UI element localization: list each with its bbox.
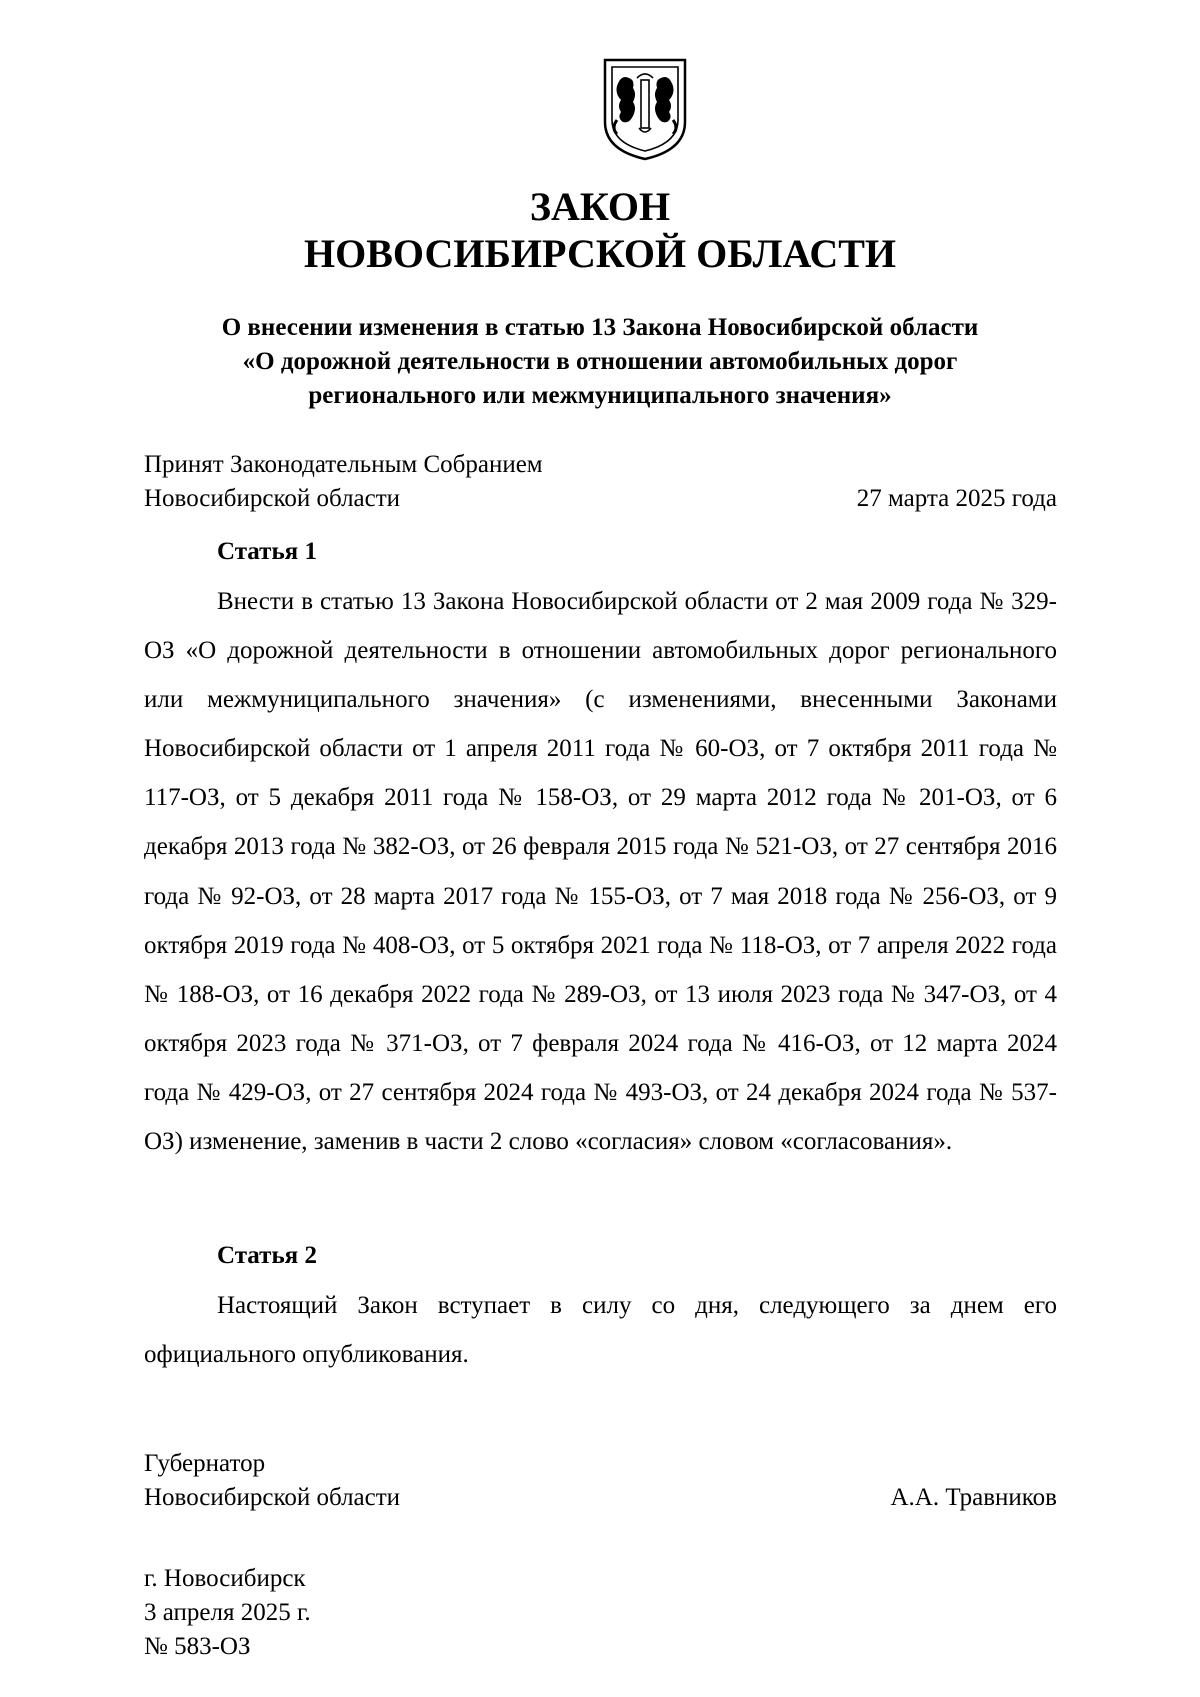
adoption-date: 27 марта 2025 года xyxy=(856,485,1057,512)
adoption-line: Принят Законодательным Собранием xyxy=(144,451,543,478)
law-subtitle xyxy=(150,311,1050,413)
adoption-authority xyxy=(144,448,543,516)
signatory-line: Губернатор xyxy=(144,1450,266,1477)
signatory-line: Новосибирской области xyxy=(144,1484,401,1511)
region-title: НОВОСИБИРСКОЙ ОБЛАСТИ xyxy=(303,231,897,276)
law-title: ЗАКОН xyxy=(529,184,671,229)
article-1-heading: Статья 1 xyxy=(217,538,317,565)
sign-date: 3 апреля 2025 г. xyxy=(144,1599,311,1626)
article-1-text: Внести в статью 13 Закона Новосибирской области от 2 мая 2009 года № 329-ОЗ «О дорожной деятельности в отношении автомобильных дорог регионального или межмуниципального значения» (с изменениями, внесенными Законами Новосибирской области от 1 апреля 2011 года № 60-ОЗ, от 7 октября 2011 года № 117-ОЗ, от 5 декабря 2011 года № 158-ОЗ, от 29 марта 2012 года № 201-ОЗ, от 6 декабря 2013 года № 382-ОЗ, от 26 февраля 2015 года № 521-ОЗ, от 27 сентября 2016 года № 92-ОЗ, от 28 марта 2017 года № 155-ОЗ, от 7 мая 2018 года № 256-ОЗ, от 9 октября 2019 года № 408-ОЗ, от 5 октября 2021 года № 118-ОЗ, от 7 апреля 2022 года № 188-ОЗ, от 16 декабря 2022 года № 289-ОЗ, от 13 июля 2023 года № 347-ОЗ, от 4 октября 2023 года № 371-ОЗ, от 7 февраля 2024 года № 416-ОЗ, от 12 марта 2024 года № 429-ОЗ, от 27 сентября 2024 года № 493-ОЗ, от 24 декабря 2024 года № 537-ОЗ) изменение, заменив в части 2 слово «согласия» словом «согласования». xyxy=(144,588,1057,1156)
subtitle-line: О внесении изменения в статью 13 Закона Новосибирской области xyxy=(221,314,979,341)
city: г. Новосибирск xyxy=(144,1565,306,1592)
law-number: № 583-ОЗ xyxy=(144,1633,251,1660)
subtitle-line: «О дорожной деятельности в отношении автомобильных дорог xyxy=(242,348,958,375)
novosibirsk-coat-of-arms-icon xyxy=(603,58,687,161)
signatory-name: А.А. Травников xyxy=(890,1484,1057,1511)
article-2-heading: Статья 2 xyxy=(217,1242,317,1269)
signatory-title xyxy=(144,1447,400,1515)
place-date-number xyxy=(144,1562,311,1664)
article-2-text: Настоящий Закон вступает в силу со дня, следующего за днем его официального опубликования. xyxy=(144,1292,1057,1369)
adoption-line: Новосибирской области xyxy=(144,485,401,512)
subtitle-line: регионального или межмуниципального значения» xyxy=(308,382,892,409)
